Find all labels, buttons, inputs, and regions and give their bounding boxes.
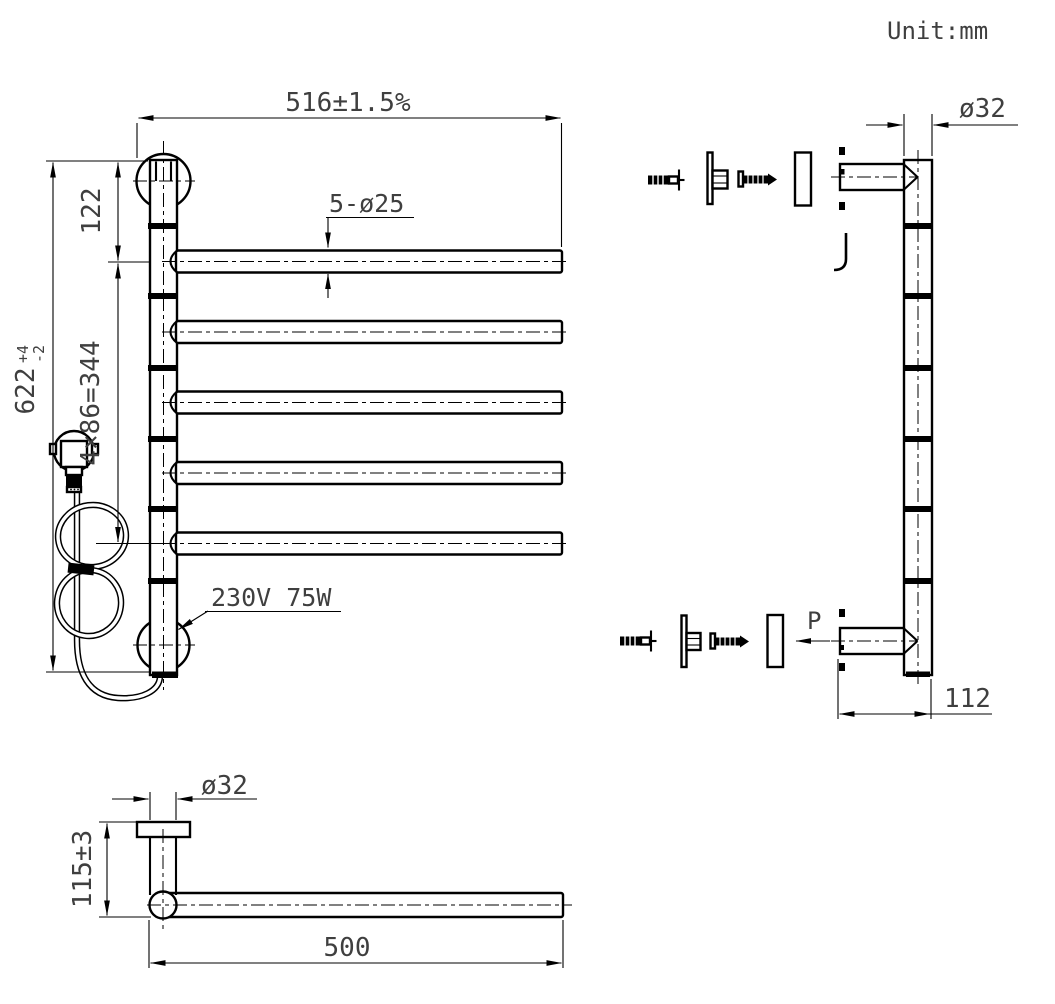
allen-key-icon bbox=[834, 233, 846, 270]
screw-top-icon bbox=[739, 172, 778, 187]
side-view bbox=[620, 94, 1018, 719]
bottom-cap bbox=[152, 672, 178, 679]
top-diameter-label: ø32 bbox=[201, 771, 248, 801]
wall-anchor-top-icon bbox=[648, 170, 685, 191]
mount-plate-bottom-icon bbox=[682, 616, 701, 668]
front-centerlines bbox=[133, 141, 569, 690]
dim-height-label: 622 bbox=[11, 367, 41, 415]
wall-anchor-bottom-icon bbox=[620, 631, 657, 652]
front-view bbox=[11, 88, 569, 698]
bar-length-label: 500 bbox=[323, 933, 371, 963]
power-cord bbox=[53, 490, 160, 698]
dim-bar-spacing-label: 4×86=344 bbox=[76, 340, 106, 466]
dim-height-label-group bbox=[11, 345, 48, 415]
screw-bottom-icon bbox=[711, 634, 750, 649]
side-diameter-label: ø32 bbox=[959, 94, 1006, 124]
mount-plate-top-icon bbox=[708, 153, 728, 205]
top-view bbox=[68, 771, 572, 968]
unit-note: Unit:mm bbox=[887, 17, 989, 45]
cover-plate-top-icon bbox=[795, 153, 811, 206]
power-rating-label: 230V 75W bbox=[211, 583, 332, 612]
dim-height-tol-minus: -2 bbox=[30, 344, 48, 363]
plate-p-label: P bbox=[807, 607, 822, 635]
dim-width-label: 516±1.5% bbox=[285, 88, 411, 118]
dim-height-tol-plus: +4 bbox=[14, 344, 32, 363]
bracket-height-label: 115±3 bbox=[68, 829, 98, 909]
wall-depth-label: 112 bbox=[944, 684, 991, 714]
bar-diameter-label: 5-ø25 bbox=[329, 189, 405, 218]
cover-plate-bottom-icon bbox=[768, 615, 784, 667]
dim-top-offset-label: 122 bbox=[77, 187, 107, 235]
